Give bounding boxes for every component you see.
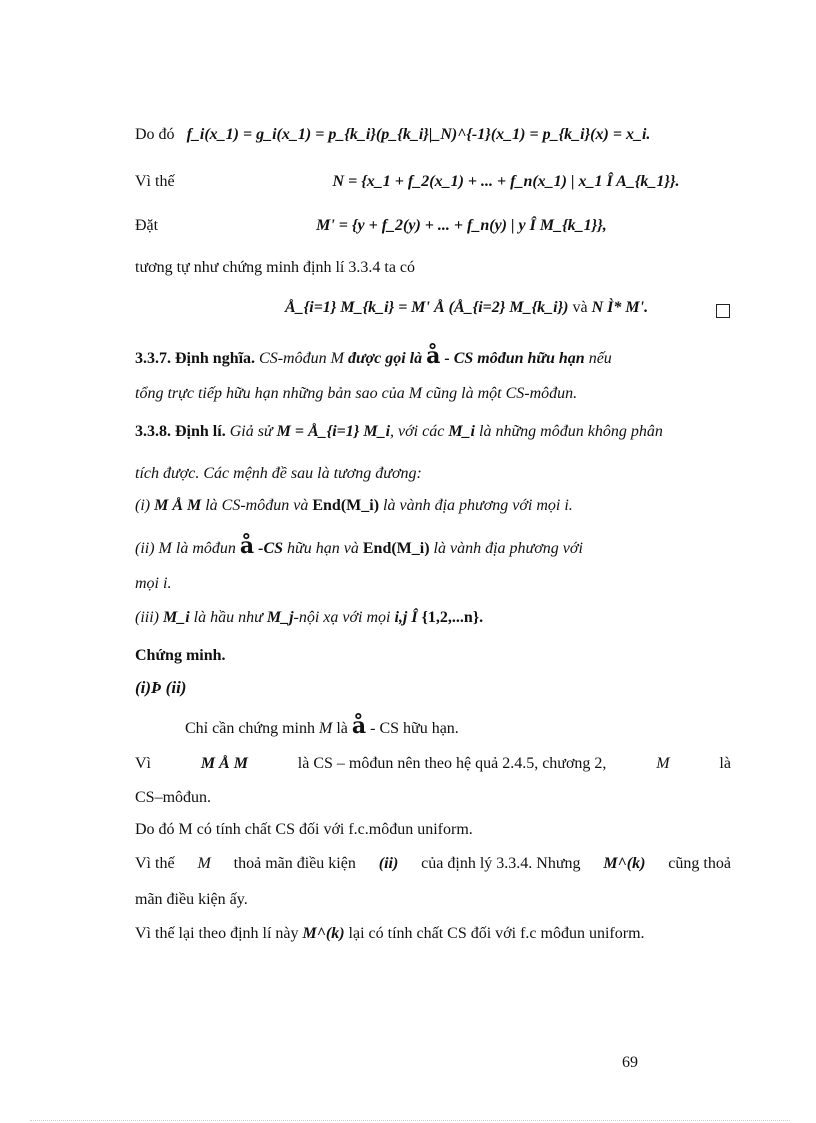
definition-text3: - CS môđun hữu hạn: [444, 350, 585, 367]
line3-lead: Đặt: [135, 217, 159, 234]
condition-iii-tag: (iii): [135, 609, 159, 626]
theorem-text1: Giả sử: [229, 423, 273, 440]
condition-i-m: M Å M: [154, 497, 202, 514]
theorem-label: 3.3.8. Định lí.: [135, 423, 226, 440]
proof-p2m: M Å M: [200, 755, 248, 772]
proof-p4m: M: [197, 855, 211, 872]
proof-p4g: mãn điều kiện ấy.: [135, 891, 248, 908]
proof-p2e: CS–môđun.: [135, 789, 212, 806]
definition-line2-text: tổng trực tiếp hữu hạn những bản sao của M cũng là một CS-môđun.: [135, 385, 578, 402]
proof-p2-line-2: [135, 788, 211, 808]
line-direct-sum: [285, 298, 648, 318]
theorem-text2: , với các: [390, 423, 445, 440]
condition-ii: [135, 533, 583, 559]
direct-sum-tail: N Ì* M'.: [591, 299, 649, 316]
proof-p1b: là: [336, 720, 348, 737]
proof-p2: [135, 754, 731, 774]
page-number: 69: [622, 1054, 638, 1071]
definition-line-2: [135, 384, 577, 404]
proof-p4d: của định lý 3.3.4. Nhưng: [421, 855, 581, 872]
condition-i-tag: (i): [135, 497, 151, 514]
condition-iii-mj: M_j: [266, 609, 294, 626]
theorem-line2-text: tích được. Các mệnh đề sau là tương đương:: [135, 465, 422, 482]
proof-p3: [135, 820, 473, 840]
theorem-formula: M = Å_{i=1} M_i: [276, 423, 391, 440]
footer-divider: [30, 1120, 790, 1121]
condition-i-t2: là vành địa phương với mọi i.: [383, 497, 573, 514]
direct-sum-symbol-icon: å: [426, 343, 441, 369]
proof-p2c: M: [656, 755, 670, 772]
direct-sum-formula: Å_{i=1} M_{k_i} = M' Å (Å_{i=2} M_{k_i}): [285, 299, 569, 316]
definition-text2: được gọi là: [347, 350, 423, 367]
proof-p2a: Vì: [135, 755, 151, 772]
line1-lead: Do đó: [135, 126, 175, 143]
qed-square-icon: [716, 304, 730, 318]
proof-p5: [135, 924, 645, 944]
theorem-line-1: [135, 422, 663, 442]
condition-iii-t1: là hầu như: [193, 609, 263, 626]
condition-ii-t1: hữu hạn và: [287, 540, 359, 557]
condition-iii-ij: i,j Î: [394, 609, 418, 626]
line-tuong-tu: [135, 258, 415, 278]
condition-iii-set: {1,2,...n}.: [421, 609, 484, 626]
direct-sum-and: và: [572, 299, 588, 316]
condition-ii-line2-text: mọi i.: [135, 575, 172, 592]
condition-ii-end: End(M_i): [362, 540, 430, 557]
condition-i-end: End(M_i): [312, 497, 380, 514]
proof-p3-text: Do đó M có tính chất CS đối với f.c.môđun uniform.: [135, 821, 473, 838]
proof-p4: [135, 854, 731, 874]
proof-p5a: Vì thế lại theo định lí này: [135, 925, 299, 942]
condition-iii-mi: M_i: [163, 609, 190, 626]
line2-lead: Vì thế: [135, 173, 175, 190]
proof-p5b: lại có tính chất CS đối với f.c môđun uniform.: [348, 925, 645, 942]
definition-label: 3.3.7. Định nghĩa.: [135, 350, 256, 367]
proof-p1: [185, 713, 459, 739]
proof-implication-text: (i)Þ (ii): [135, 678, 187, 697]
proof-p2b: là CS – môđun nên theo hệ quả 2.4.5, chương 2,: [297, 755, 607, 772]
condition-ii-line-2: [135, 574, 171, 594]
condition-i: [135, 496, 573, 516]
theorem-line-2: [135, 464, 422, 484]
line-do-do: [135, 125, 650, 145]
condition-iii: [135, 608, 483, 628]
condition-i-t1: là CS-môđun và: [205, 497, 309, 514]
condition-ii-t2: là vành địa phương với: [433, 540, 583, 557]
proof-p4e: M^(k): [603, 855, 646, 872]
proof-p4-line-2: [135, 890, 248, 910]
line1-formula: f_i(x_1) = g_i(x_1) = p_{k_i}(p_{k_i}|_N)^{-1}(x_1) = p_{k_i}(x) = x_i.: [186, 126, 651, 143]
proof-p1a: Chỉ cần chứng minh: [185, 720, 315, 737]
line-vi-the: [135, 172, 680, 192]
proof-sum-icon: å: [351, 713, 367, 739]
theorem-mi: M_i: [448, 423, 475, 440]
condition-ii-cs: -CS: [258, 540, 284, 557]
proof-p4a: Vì thế: [135, 855, 175, 872]
proof-p1c: - CS hữu hạn.: [370, 720, 459, 737]
proof-p4f: cũng thoả: [668, 855, 731, 872]
proof-p1m: M: [318, 720, 333, 737]
definition-text4: nếu: [588, 350, 612, 367]
proof-p4c: (ii): [378, 855, 399, 872]
proof-p5m: M^(k): [302, 925, 345, 942]
line4-text: tương tự như chứng minh định lí 3.3.4 ta có: [135, 259, 416, 276]
proof-title: [135, 646, 226, 666]
line-dat: [135, 216, 607, 236]
proof-title-text: Chứng minh.: [135, 647, 226, 664]
condition-iii-t2: -nội xạ với mọi: [293, 609, 391, 626]
theorem-text3: là những môđun không phân: [479, 423, 663, 440]
proof-p4b: thoả mãn điều kiện: [233, 855, 356, 872]
line2-formula: N = {x_1 + f_2(x_1) + ... + f_n(x_1) | x_1 Î A_{k_1}}.: [332, 173, 680, 190]
proof-implication: [135, 678, 186, 698]
condition-ii-tag: (ii) M là môđun: [135, 540, 236, 557]
line3-formula: M' = {y + f_2(y) + ... + f_n(y) | y Î M_{k_1}},: [316, 217, 607, 234]
proof-p2d: là: [719, 755, 731, 772]
definition-line-1: [135, 343, 612, 369]
definition-text1: CS-môđun M: [259, 350, 344, 367]
condition-ii-sum-icon: å: [239, 533, 255, 559]
